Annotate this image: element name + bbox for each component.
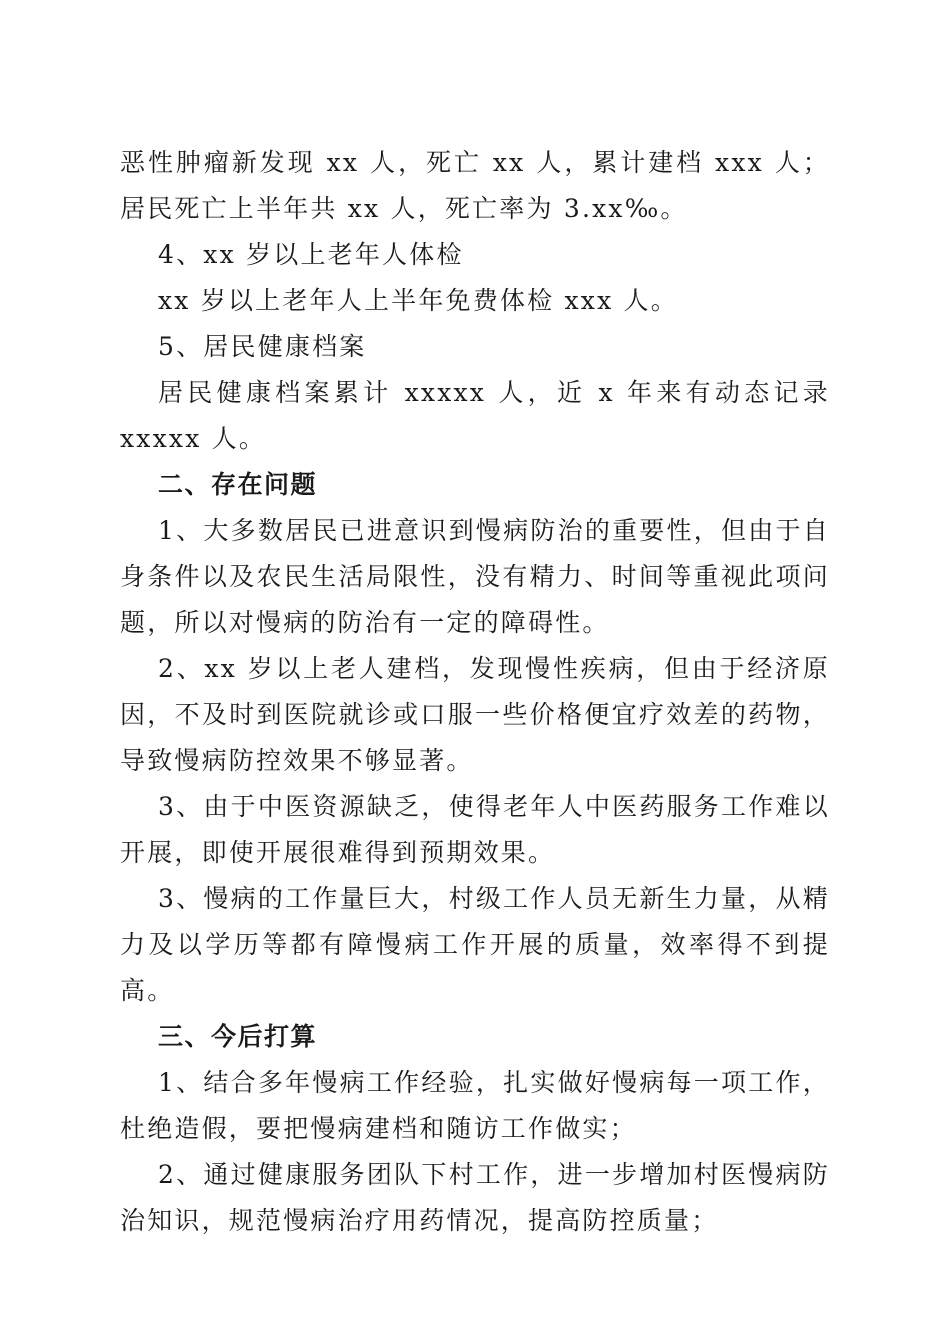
paragraph-plan-2: 2、通过健康服务团队下村工作，进一步增加村医慢病防治知识，规范慢病治疗用药情况，提高防控质量； [120,1160,830,1235]
paragraph-problem-2: 2、xx 岁以上老人建档，发现慢性疾病，但由于经济原因，不及时到医院就诊或口服一些价格便宜疗效差的药物，导致慢病防控效果不够显著。 [120,654,830,775]
paragraph-plan-1: 1、结合多年慢病工作经验，扎实做好慢病每一项工作，杜绝造假，要把慢病建档和随访工作做实； [120,1068,830,1143]
paragraph-mortality-summary: 恶性肿瘤新发现 xx 人，死亡 xx 人，累计建档 xxx 人；居民死亡上半年共 xx 人，死亡率为 3.xx‰。 [120,148,830,223]
document-body [120,140,830,1244]
paragraph-problem-4: 3、慢病的工作量巨大，村级工作人员无新生力量，从精力及以学历等都有障慢病工作开展的质量，效率得不到提高。 [120,884,830,1005]
paragraph-elderly-checkup: xx 岁以上老年人上半年免费体检 xxx 人。 [158,286,678,315]
paragraph-problem-3: 3、由于中医资源缺乏，使得老年人中医药服务工作难以开展，即使开展很难得到预期效果。 [120,792,830,867]
item-elderly-checkup-title: 4、xx 岁以上老年人体检 [158,240,464,269]
item-health-records-title: 5、居民健康档案 [158,332,367,361]
section-heading-plans: 三、今后打算 [158,1022,318,1051]
section-heading-problems: 二、存在问题 [158,470,318,499]
paragraph-health-records: 居民健康档案累计 xxxxx 人，近 x 年来有动态记录 xxxxx 人。 [120,378,830,453]
paragraph-problem-1: 1、大多数居民已进意识到慢病防治的重要性，但由于自身条件以及农民生活局限性，没有精力、时间等重视此项问题，所以对慢病的防治有一定的障碍性。 [120,516,830,637]
